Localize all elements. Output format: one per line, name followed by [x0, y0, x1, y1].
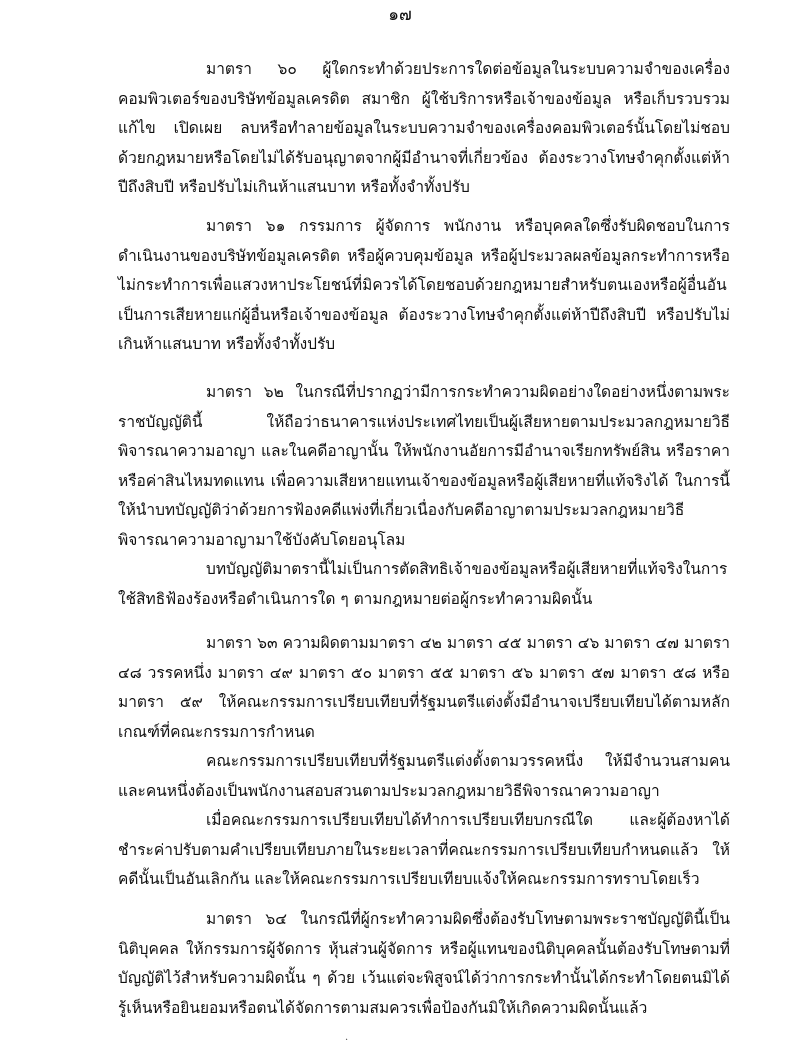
section-60-paragraph: มาตรา ๖๐ ผู้ใดกระทำด้วยประการใดต่อข้อมูลในระบบความจำของเครื่องคอมพิวเตอร์ของบริษัทข้อมูลเครดิต สมาชิก ผู้ใช้บริการหรือเจ้าของข้อมูล หรือเก็บรวบรวม แก้ไข เปิดเผย ลบหรือทำลายข้อมูลในระบบความจำของเครื่องคอมพิวเตอร์นั้นโดยไม่ชอบด้วยกฎหมายหรือโดยไม่ได้รับอนุญาตจากผู้มีอำนาจที่เกี่ยวข้อง ต้องระวางโทษจำคุกตั้งแต่ห้าปีถึงสิบปี หรือปรับไม่เกินห้าแสนบาท หรือทั้งจำทั้งปรับ	[118, 60, 730, 196]
section-62	[118, 378, 730, 614]
section-61	[118, 212, 730, 360]
section-63-paragraph-3: เมื่อคณะกรรมการเปรียบเทียบได้ทำการเปรียบเทียบกรณีใด และผู้ต้องหาได้ชำระค่าปรับตามคำเปรียบเทียบภายในระยะเวลาที่คณะกรรมการเปรียบเทียบกำหนดแล้ว ให้คดีนั้นเป็นอันเลิกกัน และให้คณะกรรมการเปรียบเทียบแจ้งให้คณะกรรมการทราบโดยเร็ว	[118, 811, 730, 888]
section-63	[118, 629, 730, 895]
section-61-paragraph: มาตรา ๖๑ กรรมการ ผู้จัดการ พนักงาน หรือบุคคลใดซึ่งรับผิดชอบในการดำเนินงานของบริษัทข้อมูลเครดิต หรือผู้ควบคุมข้อมูล หรือผู้ประมวลผลข้อมูลกระทำการหรือไม่กระทำการเพื่อแสวงหาประโยชน์ที่มิควรได้โดยชอบด้วยกฎหมายสำหรับตนเองหรือผู้อื่นอันเป็นการเสียหายแก่ผู้อื่นหรือเจ้าของข้อมูล ต้องระวางโทษจำคุกตั้งแต่ห้าปีถึงสิบปี หรือปรับไม่เกินห้าแสนบาท หรือทั้งจำทั้งปรับ	[118, 217, 730, 353]
section-64	[118, 905, 730, 1023]
section-62-paragraph-2: บทบัญญัติมาตรานี้ไม่เป็นการตัดสิทธิเจ้าของข้อมูลหรือผู้เสียหายที่แท้จริงในการใช้สิทธิฟ้องร้องหรือดำเนินการใด ๆ ตามกฎหมายต่อผู้กระทำความผิดนั้น	[118, 560, 728, 608]
section-60	[118, 55, 730, 203]
page-number: ๑๗	[388, 5, 412, 25]
section-63-paragraph-2: คณะกรรมการเปรียบเทียบที่รัฐมนตรีแต่งตั้งตามวรรคหนึ่ง ให้มีจำนวนสามคนและคนหนึ่งต้องเป็นพนักงานสอบสวนตามประมวลกฎหมายวิธีพิจารณาความอาญา	[118, 752, 730, 800]
section-62-paragraph-1: มาตรา ๖๒ ในกรณีที่ปรากฏว่ามีการกระทำความผิดอย่างใดอย่างหนึ่งตามพระราชบัญญัตินี้ ให้ถือว่าธนาคารแห่งประเทศไทยเป็นผู้เสียหายตามประมวลกฎหมายวิธีพิจารณาความอาญา และในคดีอาญานั้น ให้พนักงานอัยการมีอำนาจเรียกทรัพย์สิน หรือราคาหรือค่าสินไหมทดแทน เพื่อความเสียหายแทนเจ้าของข้อมูลหรือผู้เสียหายที่แท้จริงได้ ในการนี้ให้นำบทบัญญัติว่าด้วยการฟ้องคดีแพ่งที่เกี่ยวเนื่องกับคดีอาญาตามประมวลกฎหมายวิธีพิจารณาความอาญามาใช้บังคับโดยอนุโลม	[118, 383, 730, 549]
section-63-paragraph-1: มาตรา ๖๓ ความผิดตามมาตรา ๔๒ มาตรา ๔๕ มาตรา ๔๖ มาตรา ๔๗ มาตรา ๔๘ วรรคหนึ่ง มาตรา ๔๙ มาตรา ๕๐ มาตรา ๕๕ มาตรา ๕๖ มาตรา ๕๗ มาตรา ๕๘ หรือมาตรา ๕๙ ให้คณะกรรมการเปรียบเทียบที่รัฐมนตรีแต่งตั้งมีอำนาจเปรียบเทียบได้ตามหลักเกณฑ์ที่คณะกรรมการกำหนด	[118, 634, 730, 741]
scan-speck: ·	[345, 1035, 349, 1046]
section-64-paragraph: มาตรา ๖๔ ในกรณีที่ผู้กระทำความผิดซึ่งต้องรับโทษตามพระราชบัญญัตินี้เป็นนิติบุคคล ให้กรรมการผู้จัดการ หุ้นส่วนผู้จัดการ หรือผู้แทนของนิติบุคคลนั้นต้องรับโทษตามที่บัญญัติไว้สำหรับความผิดนั้น ๆ ด้วย เว้นแต่จะพิสูจน์ได้ว่าการกระทำนั้นได้กระทำโดยตนมิได้รู้เห็นหรือยินยอมหรือตนได้จัดการตามสมควรเพื่อป้องกันมิให้เกิดความผิดนั้นแล้ว	[118, 910, 730, 1017]
